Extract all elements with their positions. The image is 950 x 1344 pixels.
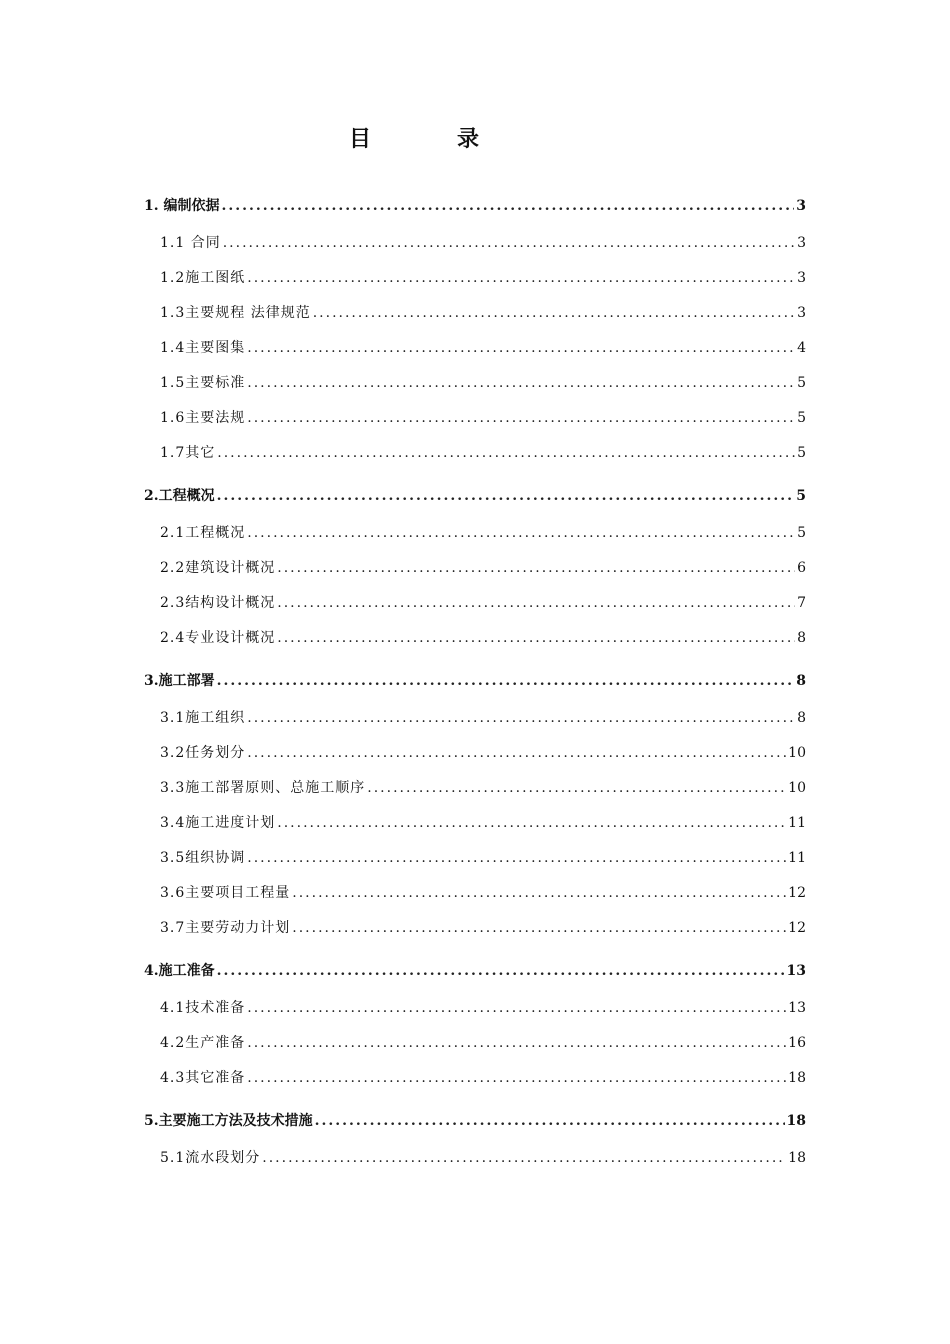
- toc-entry-label: 1.2施工图纸: [160, 270, 246, 286]
- toc-entry-label: 5.1流水段划分: [160, 1150, 261, 1166]
- toc-section-entry[interactable]: [144, 661, 806, 701]
- toc-entry-label: 2.2建筑设计概况: [160, 560, 276, 576]
- toc-dot-leader: [247, 736, 786, 771]
- toc-dot-leader: [247, 516, 795, 551]
- toc-page-number: 3: [797, 270, 806, 286]
- toc-page-number: 8: [796, 673, 806, 689]
- toc-dot-leader: [217, 661, 795, 701]
- toc-dot-leader: [223, 226, 795, 261]
- toc-dot-leader: [277, 586, 795, 621]
- toc-section-entry[interactable]: [144, 476, 806, 516]
- toc-entry-label: 4.施工准备: [144, 963, 215, 979]
- toc-subsection-entry[interactable]: [144, 366, 806, 401]
- toc-subsection-entry[interactable]: [144, 806, 806, 841]
- toc-page-number: 8: [797, 710, 806, 726]
- toc-dot-leader: [247, 401, 795, 436]
- table-of-contents: [144, 186, 806, 1176]
- toc-dot-leader: [247, 366, 795, 401]
- toc-page-number: 10: [788, 745, 806, 761]
- toc-entry-label: 1.5主要标准: [160, 375, 246, 391]
- toc-subsection-entry[interactable]: [144, 736, 806, 771]
- toc-page-number: 6: [797, 560, 806, 576]
- toc-title: 目 录: [348, 126, 511, 152]
- toc-entry-label: 3.4施工进度计划: [160, 815, 276, 831]
- toc-entry-label: 1. 编制依据: [144, 198, 220, 214]
- toc-subsection-entry[interactable]: [144, 1141, 806, 1176]
- toc-subsection-entry[interactable]: [144, 331, 806, 366]
- toc-dot-leader: [247, 1026, 786, 1061]
- toc-entry-label: 4.3其它准备: [160, 1070, 246, 1086]
- toc-dot-leader: [315, 1101, 785, 1141]
- toc-page-number: 5: [796, 488, 806, 504]
- toc-entry-label: 4.2生产准备: [160, 1035, 246, 1051]
- toc-subsection-entry[interactable]: [144, 516, 806, 551]
- toc-entry-label: 3.2任务划分: [160, 745, 246, 761]
- toc-dot-leader: [292, 876, 786, 911]
- toc-section-entry[interactable]: [144, 186, 806, 226]
- toc-page-number: 5: [797, 410, 806, 426]
- toc-dot-leader: [277, 806, 786, 841]
- toc-entry-label: 3.施工部署: [144, 673, 215, 689]
- toc-entry-label: 1.1 合同: [160, 235, 221, 251]
- toc-dot-leader: [217, 951, 785, 991]
- toc-entry-label: 2.3结构设计概况: [160, 595, 276, 611]
- toc-entry-label: 4.1技术准备: [160, 1000, 246, 1016]
- toc-page-number: 3: [797, 305, 806, 321]
- toc-subsection-entry[interactable]: [144, 621, 806, 656]
- toc-dot-leader: [292, 911, 786, 946]
- toc-page-number: 4: [797, 340, 806, 356]
- toc-dot-leader: [247, 841, 786, 876]
- toc-page-number: 7: [797, 595, 806, 611]
- toc-subsection-entry[interactable]: [144, 1061, 806, 1096]
- toc-subsection-entry[interactable]: [144, 876, 806, 911]
- toc-dot-leader: [313, 296, 795, 331]
- toc-page-number: 5: [797, 445, 806, 461]
- toc-dot-leader: [247, 331, 795, 366]
- toc-entry-label: 3.6主要项目工程量: [160, 885, 291, 901]
- toc-dot-leader: [217, 436, 795, 471]
- toc-entry-label: 3.3施工部署原则、总施工顺序: [160, 780, 366, 796]
- toc-subsection-entry[interactable]: [144, 701, 806, 736]
- toc-subsection-entry[interactable]: [144, 226, 806, 261]
- toc-subsection-entry[interactable]: [144, 586, 806, 621]
- toc-page-number: 8: [797, 630, 806, 646]
- toc-dot-leader: [222, 186, 795, 226]
- toc-section-entry[interactable]: [144, 1101, 806, 1141]
- toc-dot-leader: [262, 1141, 786, 1176]
- toc-page-number: 18: [786, 1113, 806, 1129]
- toc-subsection-entry[interactable]: [144, 436, 806, 471]
- toc-subsection-entry[interactable]: [144, 551, 806, 586]
- toc-dot-leader: [247, 1061, 786, 1096]
- toc-page-number: 13: [788, 1000, 806, 1016]
- toc-entry-label: 3.7主要劳动力计划: [160, 920, 291, 936]
- toc-dot-leader: [247, 261, 795, 296]
- toc-entry-label: 1.4主要图集: [160, 340, 246, 356]
- toc-page-number: 16: [788, 1035, 806, 1051]
- toc-page-number: 18: [788, 1150, 806, 1166]
- toc-entry-label: 2.1工程概况: [160, 525, 246, 541]
- toc-dot-leader: [247, 991, 786, 1026]
- toc-dot-leader: [247, 701, 795, 736]
- toc-page-number: 12: [788, 885, 806, 901]
- toc-entry-label: 5.主要施工方法及技术措施: [144, 1113, 313, 1129]
- toc-subsection-entry[interactable]: [144, 771, 806, 806]
- toc-dot-leader: [367, 771, 786, 806]
- toc-page-number: 13: [786, 963, 806, 979]
- toc-entry-label: 3.1施工组织: [160, 710, 246, 726]
- toc-entry-label: 2.工程概况: [144, 488, 215, 504]
- toc-subsection-entry[interactable]: [144, 991, 806, 1026]
- toc-dot-leader: [277, 551, 795, 586]
- toc-page-number: 11: [788, 850, 806, 866]
- toc-entry-label: 3.5组织协调: [160, 850, 246, 866]
- toc-page-number: 11: [788, 815, 806, 831]
- toc-subsection-entry[interactable]: [144, 296, 806, 331]
- toc-page-number: 5: [797, 375, 806, 391]
- toc-subsection-entry[interactable]: [144, 911, 806, 946]
- toc-subsection-entry[interactable]: [144, 841, 806, 876]
- toc-page-number: 3: [796, 198, 806, 214]
- toc-subsection-entry[interactable]: [144, 1026, 806, 1061]
- toc-section-entry[interactable]: [144, 951, 806, 991]
- toc-entry-label: 1.7其它: [160, 445, 216, 461]
- toc-page-number: 5: [797, 525, 806, 541]
- toc-page-number: 18: [788, 1070, 806, 1086]
- toc-entry-label: 1.3主要规程 法律规范: [160, 305, 311, 321]
- toc-page-number: 10: [788, 780, 806, 796]
- toc-subsection-entry[interactable]: [144, 401, 806, 436]
- toc-dot-leader: [277, 621, 795, 656]
- toc-page-number: 12: [788, 920, 806, 936]
- toc-entry-label: 1.6主要法规: [160, 410, 246, 426]
- toc-subsection-entry[interactable]: [144, 261, 806, 296]
- toc-page-number: 3: [797, 235, 806, 251]
- toc-dot-leader: [217, 476, 795, 516]
- toc-entry-label: 2.4专业设计概况: [160, 630, 276, 646]
